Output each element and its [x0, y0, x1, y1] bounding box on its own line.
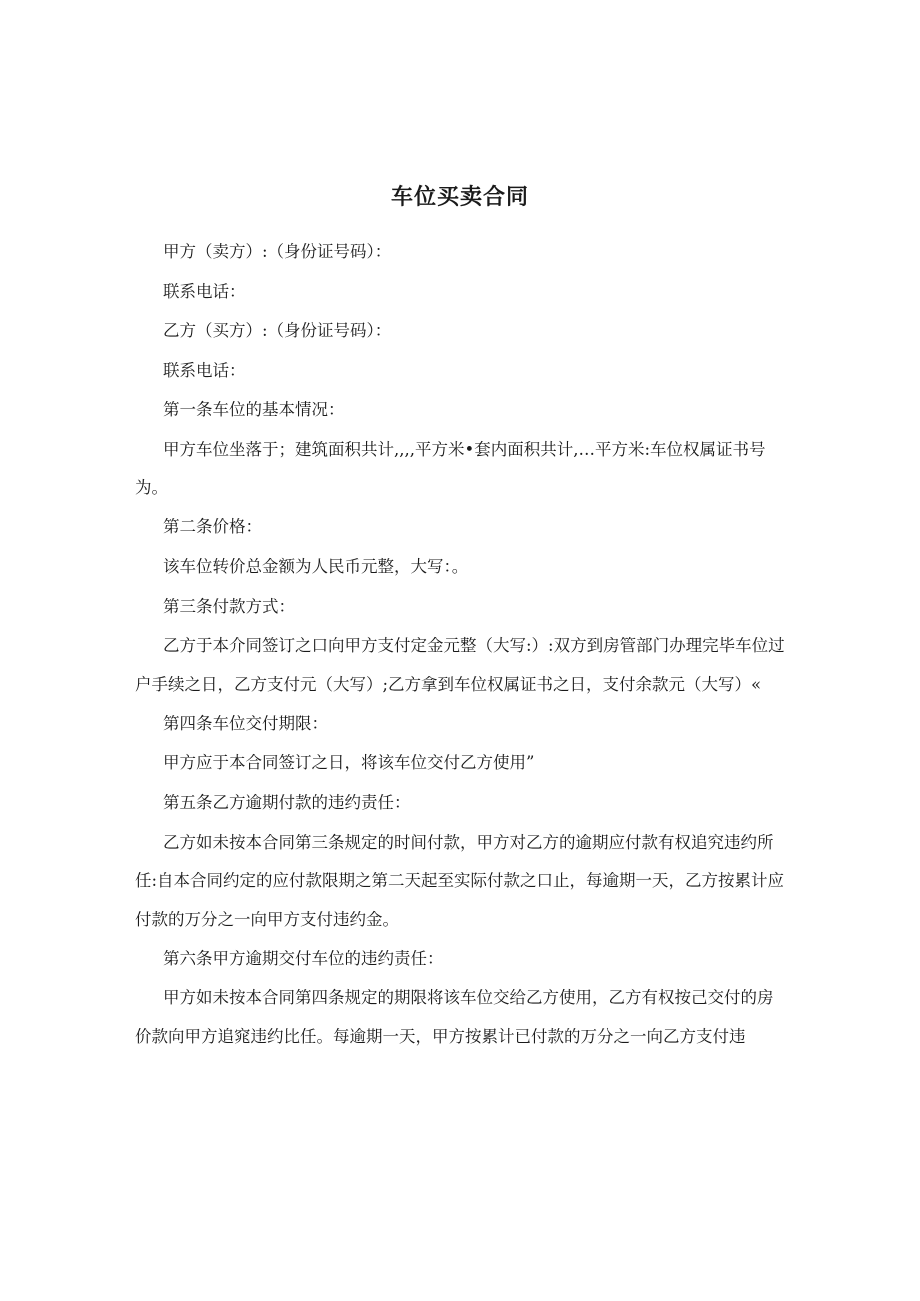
paragraph-article-5: 乙方如未按本合同第三条规定的时间付款，甲方对乙方的逾期应付款有权追究违约所任:自本合同约定的应付款限期之第二天起至实际付款之口止，每逾期一天，乙方按累计应付款的万分之一向甲方支付违约金。	[135, 832, 785, 929]
paragraph-article-6: 甲方如未按本合同第四条规定的期限将该车位交给乙方使用，乙方有权按己交付的房价款向甲方追窕违约比任。每逾期一天，甲方按累计已付款的万分之一向乙方支付违	[135, 988, 774, 1046]
heading-article-2: 第二条价格：	[163, 517, 262, 537]
paragraph-buyer-phone: 联系电话：	[163, 360, 246, 380]
paragraph-article-4: 甲方应于本合同签订之日，将该车位交付乙方使用”	[163, 753, 535, 773]
heading-article-1: 第一条车位的基本情况：	[163, 400, 345, 420]
paragraph-article-3: 乙方于本介同签订之口向甲方支付定金元整（大写:）:双方到房管部门办理完毕车位过户手续之日，乙方支付元（大写）;乙方拿到车位权属证书之日，支付余款元（大写）«	[135, 636, 785, 694]
heading-article-6: 第六条甲方逾期交付车位的违约责任：	[163, 948, 444, 968]
paragraph-seller-phone: 联系电话：	[163, 281, 246, 301]
document-title: 车位买卖合同	[390, 185, 529, 210]
heading-article-3: 第三条付款方式：	[163, 596, 295, 616]
document-body	[135, 240, 785, 1064]
paragraph-article-2: 该车位转价总金额为人民币元整，大写：。	[163, 557, 469, 577]
paragraph-article-1: 甲方车位坐落于；建筑面积共计,,,,平方米•套内面积共计,…平方米:车位权属证书号为。	[135, 439, 766, 498]
heading-article-5: 第五条乙方逾期付款的违约责任：	[163, 792, 411, 812]
paragraph-buyer: 乙方（买方）:（身份证号码）：	[163, 321, 392, 341]
heading-article-4: 第四条车位交付期限：	[163, 713, 328, 733]
paragraph-seller: 甲方（卖方）:（身份证号码）：	[163, 242, 392, 261]
